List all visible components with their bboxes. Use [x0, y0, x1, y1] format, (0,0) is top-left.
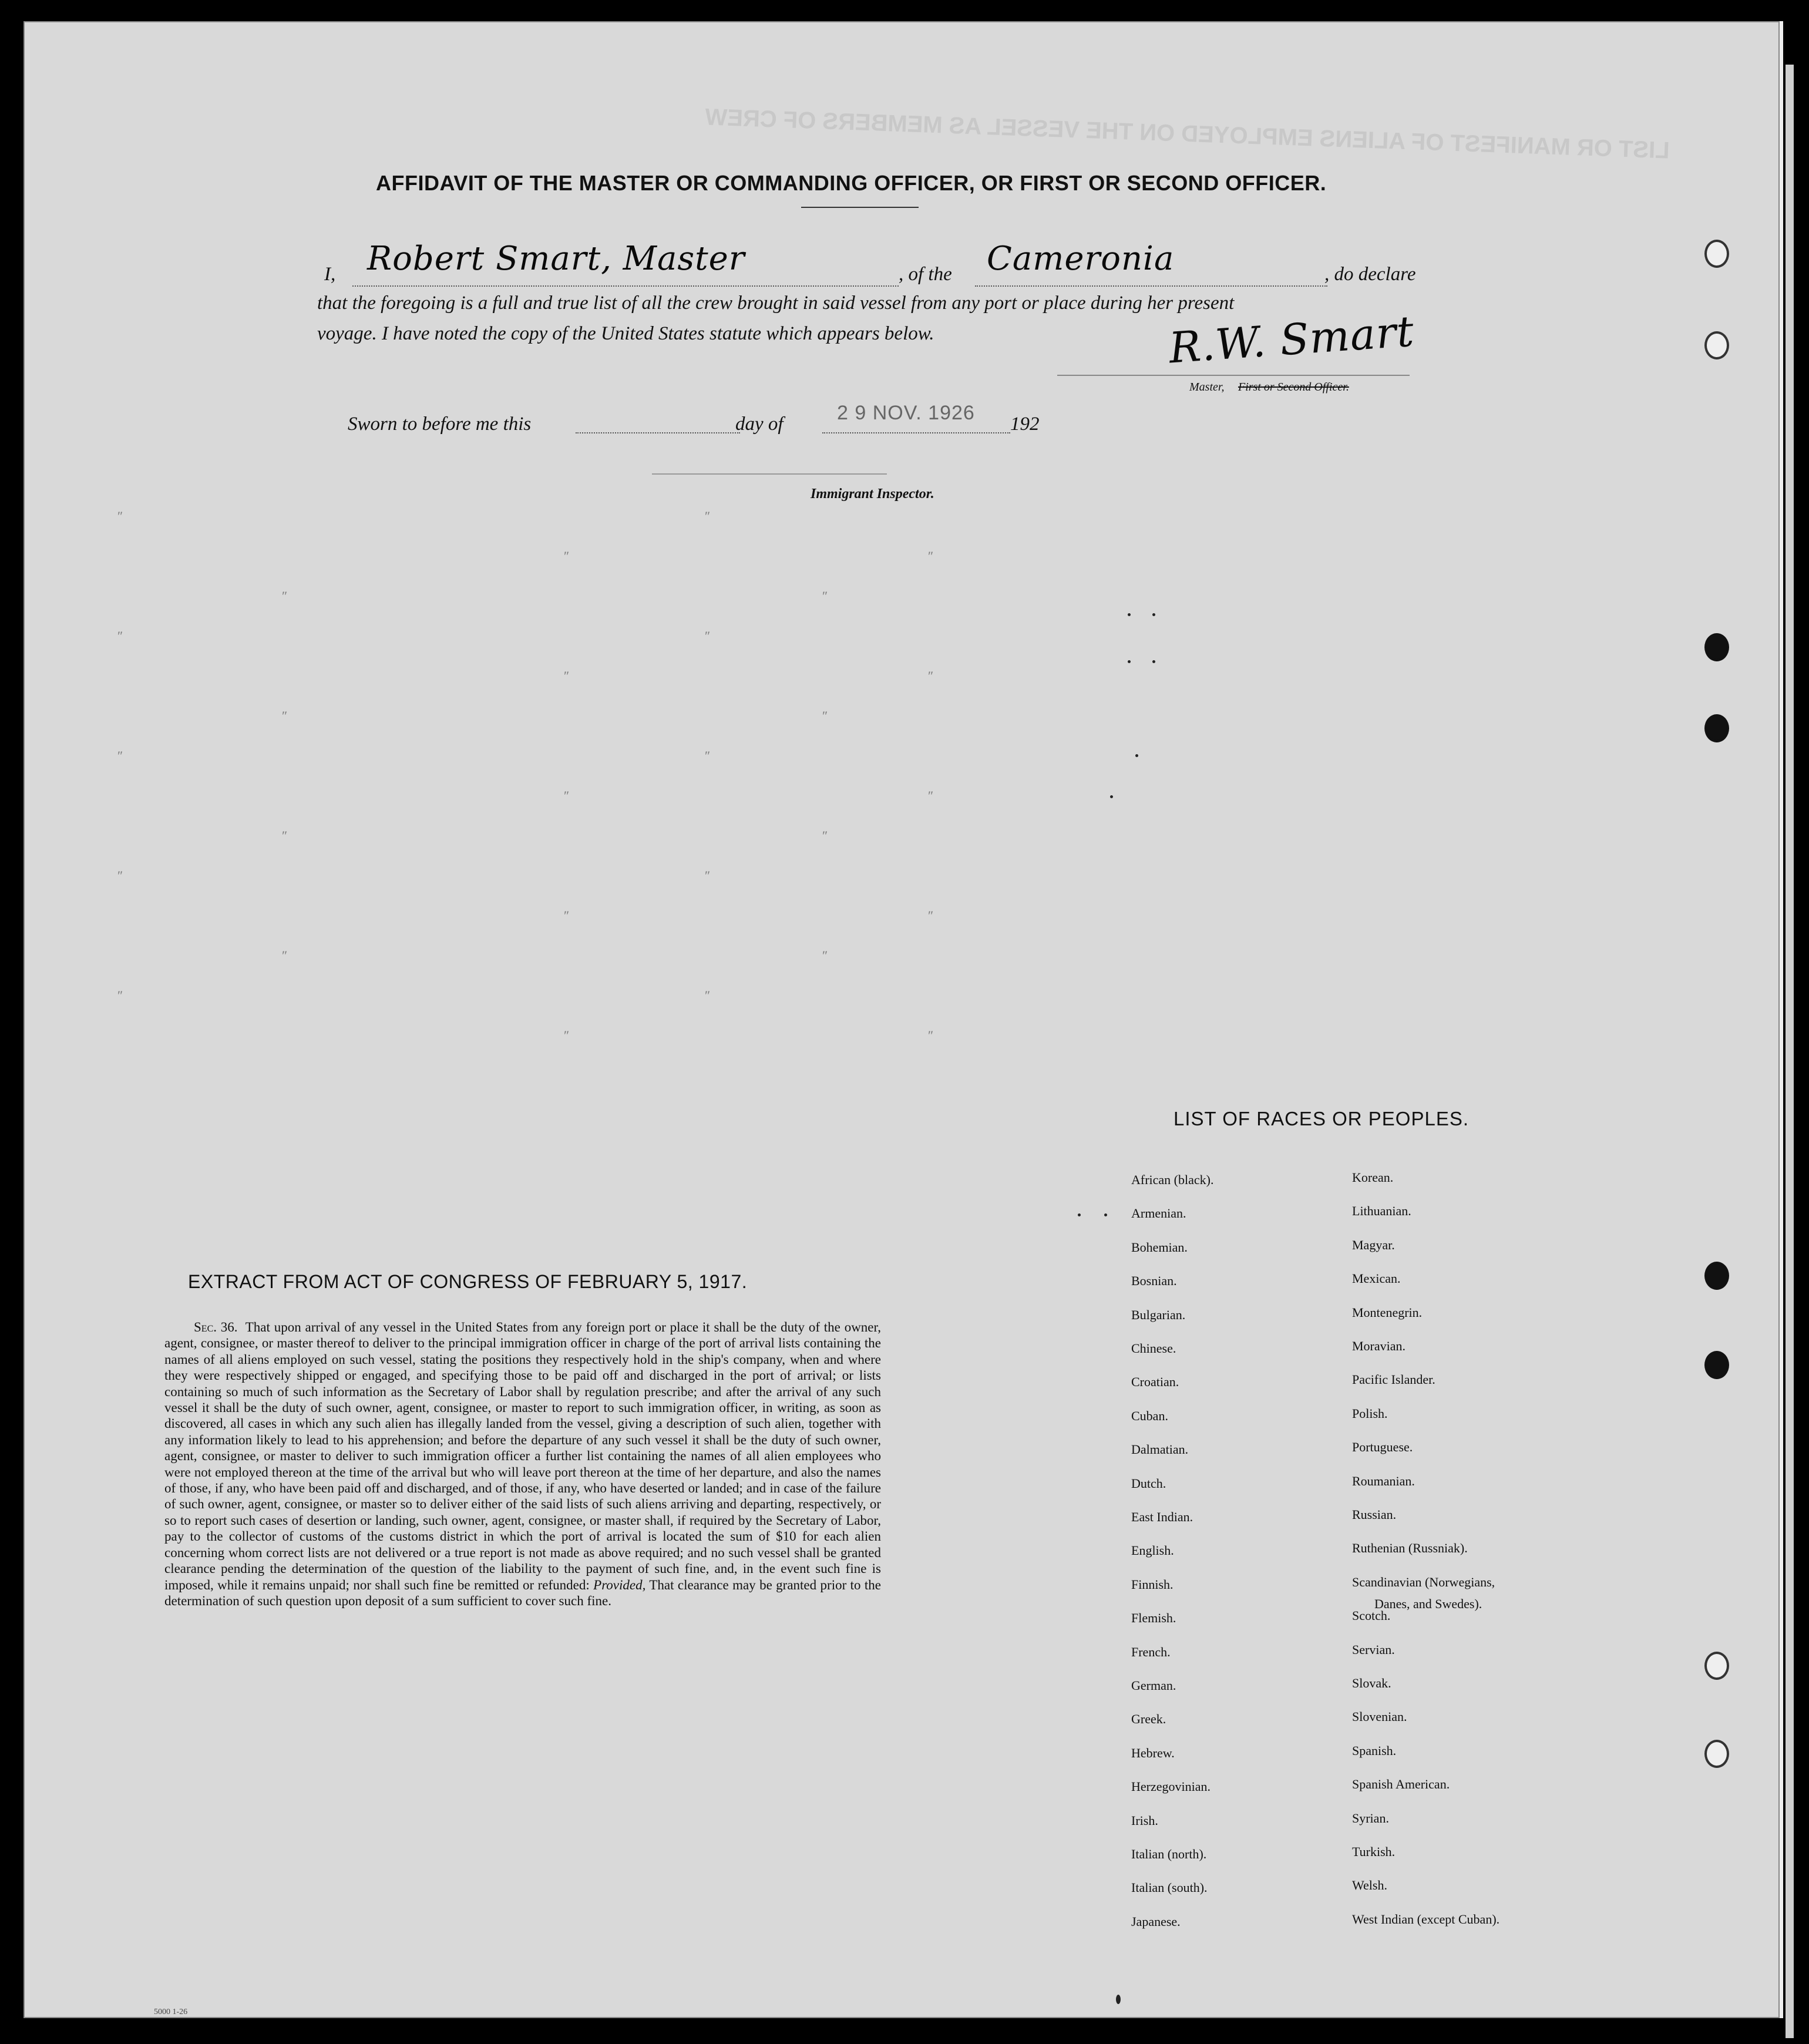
race-item: Irish.	[1131, 1813, 1158, 1828]
page-edge	[1786, 65, 1794, 2038]
race-item: Slovak.	[1352, 1676, 1391, 1690]
race-item: German.	[1131, 1678, 1176, 1693]
ditto-mark: ″	[282, 708, 288, 723]
ditto-mark: ″	[564, 668, 570, 683]
affidavit-title: AFFIDAVIT OF THE MASTER OR COMMANDING OFFICER, OR FIRST OR SECOND OFFICER.	[376, 171, 1327, 195]
ditto-mark: ″	[928, 908, 934, 923]
punch-hole	[1704, 240, 1729, 268]
race-item: Russian.	[1352, 1507, 1397, 1522]
race-item: Roumanian.	[1352, 1473, 1415, 1488]
i-label: I,	[324, 264, 336, 285]
ditto-mark: ″	[564, 1028, 570, 1043]
race-item: West Indian (except Cuban).	[1352, 1911, 1500, 1927]
race-item: Syrian.	[1352, 1810, 1389, 1826]
ditto-mark: ″	[564, 788, 570, 803]
sec-body: That upon arrival of any vessel in the United States from any foreign port or place it shall be the duty of the owner, agent, consignee, or master thereof to deliver to the principal immigration officer in charge of the port of arrival lists containing the names of all aliens employed on such vessel, stating the positions they respectively hold in the ship's company, when and where they were respectively shipped or engaged, and specifying those to be paid off and discharged in the port of arrival; or lists containing so much of such information as the Secretary of Labor shall by regulation prescribe; and after the arrival of any such vessel it shall be the duty of such owner, agent, consignee, or master to report to such immigration officer, in writing, as soon as discovered, all cases in which any such alien has illegally landed from the vessel, giving a description of such alien, together with any information likely to lead to his apprehension; and before the departure of any such vessel it shall be the duty of such owner, agent, consignee, or master to deliver to such immigration officer a further list containing the names of all alien employees who were not employed thereon at the time of the arrival but who will leave port thereon at the time of her departure, and also the names of those, if any, who have been paid off and discharged, and of those, if any, who have deserted or landed; and in case of the failure of such owner, agent, consignee, or master so to deliver either of the said lists of such aliens arriving and departing, respectively, or so to report such cases of desertion or landing, such owner, agent, consignee, or master shall, if required by the Secretary of Labor, pay to the collector of customs of the customs district in which the port of arrival is located the sum of $10 for each alien concerning whom correct lists are not delivered or a true report is not made as above required; and no such vessel shall be granted clearance pending the determination of the question of the liability to the payment of such fine, and, in the event such fine is imposed, while it remains unpaid; nor shall such fine be remitted or refunded:	[164, 1320, 881, 1592]
manifest-page	[23, 21, 1783, 2018]
race-item: Servian.	[1352, 1642, 1395, 1657]
sec-body-end: That clearance may be granted prior to the determination of such question upon deposit of a sum sufficient to cover such fine.	[164, 1577, 882, 1608]
race-item: Turkish.	[1352, 1844, 1396, 1859]
race-item: Dalmatian.	[1131, 1442, 1189, 1457]
stray-mark	[1128, 613, 1131, 616]
punch-hole	[1704, 714, 1729, 742]
race-item: Portuguese.	[1352, 1440, 1413, 1455]
stray-mark	[1128, 660, 1131, 663]
ditto-mark: ″	[564, 908, 570, 923]
ditto-mark: ″	[822, 828, 828, 843]
provided-label: Provided,	[593, 1577, 646, 1592]
race-item: Croatian.	[1131, 1374, 1179, 1390]
stray-mark	[1110, 795, 1113, 798]
stray-mark	[1152, 613, 1155, 616]
race-item: Cuban.	[1131, 1408, 1168, 1423]
race-item: Scandinavian (Norwegians,	[1352, 1574, 1495, 1589]
race-item: Armenian.	[1131, 1206, 1186, 1221]
stray-mark	[1078, 1213, 1081, 1216]
race-item: Welsh.	[1352, 1878, 1387, 1893]
signature-line	[1057, 375, 1410, 376]
ditto-mark: ″	[928, 668, 934, 683]
punch-hole	[1704, 1740, 1729, 1768]
race-item: Mexican.	[1352, 1271, 1401, 1286]
sworn-month-line	[822, 432, 1010, 433]
race-item: Bulgarian.	[1131, 1307, 1186, 1322]
sig-master-label: Master,	[1189, 381, 1225, 394]
sig-struck-label: First or Second Officer.	[1238, 381, 1349, 394]
vessel-name: Cameronia	[987, 240, 1175, 278]
affidavit-line-3: voyage. I have noted the copy of the United States statute which appears below.	[317, 323, 934, 344]
affidavit-line-2: that the foregoing is a full and true list of all the crew brought in said vessel from any port or place during her present	[317, 293, 1235, 314]
race-item: Hebrew.	[1131, 1745, 1175, 1760]
race-item: Chinese.	[1131, 1341, 1176, 1356]
ditto-mark: ″	[117, 509, 123, 523]
ditto-mark: ″	[282, 589, 288, 603]
punch-hole	[1704, 1652, 1729, 1680]
stray-mark	[1152, 660, 1155, 663]
ditto-mark: ″	[822, 948, 828, 963]
races-title: LIST OF RACES OR PEOPLES.	[1174, 1108, 1470, 1129]
punch-hole	[1704, 1351, 1729, 1379]
section-36-text	[164, 1319, 881, 1609]
ditto-mark: ″	[282, 948, 288, 963]
race-item: Magyar.	[1352, 1237, 1395, 1252]
sworn-day-line	[576, 432, 740, 433]
ditto-mark: ″	[705, 868, 711, 883]
race-item: Spanish.	[1352, 1743, 1397, 1758]
race-item: Bosnian.	[1131, 1273, 1177, 1289]
ditto-mark: ″	[705, 509, 711, 523]
ditto-mark: ″	[705, 628, 711, 643]
race-scandinavian-cont: Danes, and Swedes).	[1374, 1596, 1482, 1611]
race-item: Bohemian.	[1131, 1239, 1188, 1255]
race-item: Japanese.	[1131, 1914, 1181, 1929]
stray-mark	[1135, 754, 1138, 757]
ditto-mark: ″	[928, 549, 934, 563]
race-item: Finnish.	[1131, 1576, 1174, 1592]
vessel-line	[975, 285, 1327, 287]
year-prefix: 192	[1010, 413, 1040, 435]
punch-hole	[1704, 633, 1729, 661]
punch-hole	[1704, 331, 1729, 359]
inspector-line	[652, 473, 887, 475]
race-item: Ruthenian (Russniak).	[1352, 1541, 1468, 1556]
race-item: Moravian.	[1352, 1339, 1406, 1353]
print-code: 5000 1-26	[154, 2008, 188, 2016]
race-item: Herzegovinian.	[1131, 1779, 1211, 1794]
of-the-label: , of the	[899, 264, 952, 285]
stray-mark	[1104, 1213, 1107, 1216]
ditto-mark: ″	[705, 748, 711, 763]
punch-hole	[1704, 1262, 1729, 1290]
race-item: French.	[1131, 1644, 1171, 1659]
ditto-mark: ″	[705, 988, 711, 1003]
ditto-mark: ″	[117, 748, 123, 763]
race-item: Spanish American.	[1352, 1777, 1450, 1792]
declare-label: , do declare	[1324, 264, 1416, 285]
race-item: Korean.	[1352, 1170, 1394, 1185]
race-item: Scotch.	[1352, 1608, 1391, 1623]
race-item: Flemish.	[1131, 1611, 1176, 1626]
master-signature: R.W. Smart	[1167, 306, 1416, 373]
ditto-mark: ″	[822, 589, 828, 603]
extract-title: EXTRACT FROM ACT OF CONGRESS OF FEBRUARY 5, 1917.	[188, 1271, 748, 1292]
ditto-mark: ″	[117, 868, 123, 883]
race-item: Slovenian.	[1352, 1709, 1407, 1724]
master-name: Robert Smart, Master	[367, 240, 745, 278]
race-item: Greek.	[1131, 1712, 1166, 1727]
race-item: Montenegrin.	[1352, 1305, 1423, 1320]
date-stamp: 2 9 NOV. 1926	[837, 402, 975, 424]
ditto-mark: ″	[117, 988, 123, 1003]
ditto-mark: ″	[822, 708, 828, 723]
race-item: East Indian.	[1131, 1510, 1193, 1524]
race-item: Polish.	[1352, 1406, 1388, 1421]
sec-label: Sec. 36.	[194, 1320, 238, 1334]
sworn-label: Sworn to before me this	[348, 413, 532, 435]
stray-mark	[1116, 1995, 1121, 2004]
ditto-mark: ″	[928, 788, 934, 803]
title-rule	[801, 207, 919, 208]
race-item: Italian (north).	[1131, 1847, 1207, 1861]
name-line	[352, 285, 899, 287]
ditto-mark: ″	[282, 828, 288, 843]
ditto-mark: ″	[117, 628, 123, 643]
race-item: Dutch.	[1131, 1475, 1166, 1491]
bleed-through-header: LIST OR MANIFEST OF ALIENS EMPLOYED ON THE VESSEL AS MEMBERS OF CREW	[704, 104, 1670, 164]
race-item: Pacific Islander.	[1352, 1372, 1435, 1387]
inspector-label: Immigrant Inspector.	[811, 486, 934, 502]
race-item: Lithuanian.	[1352, 1203, 1411, 1219]
day-of-label: day of	[735, 413, 784, 435]
race-item: African (black).	[1131, 1172, 1214, 1187]
ditto-mark: ″	[928, 1028, 934, 1043]
race-item: English.	[1131, 1543, 1174, 1558]
ditto-mark: ″	[564, 549, 570, 563]
race-item: Italian (south).	[1131, 1880, 1208, 1895]
